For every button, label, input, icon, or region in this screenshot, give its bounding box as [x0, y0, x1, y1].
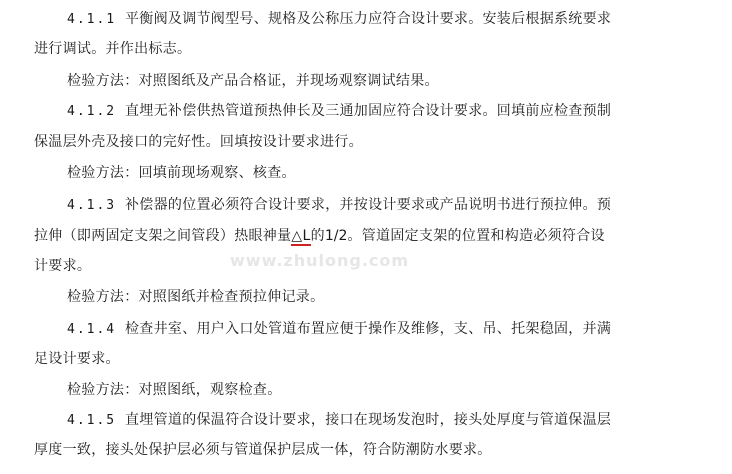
clause-4-1-1-line-1: [67, 10, 611, 29]
clause-number: 4.1.4: [67, 322, 117, 337]
clause-number: 4.1.3: [67, 198, 117, 213]
clause-4-1-2-line-1: [67, 102, 611, 121]
clause-4-1-5-line-2: 厚度一致，接头处保护层必须与管道保护层成一体，符合防潮防水要求。: [34, 442, 492, 458]
clause-4-1-4-line-1: [67, 320, 611, 339]
clause-4-1-4-line-2: 足设计要求。: [34, 351, 120, 367]
clause-4-1-3-line-2: [34, 227, 605, 245]
clause-text: 的: [310, 228, 325, 244]
clause-4-1-1-line-2: 进行调试。并作出标志。: [34, 41, 192, 57]
clause-4-1-2-line-2: 保温层外壳及接口的完好性。回填按设计要求进行。: [34, 134, 363, 150]
clause-text: 补偿器的位置必须符合设计要求，并按设计要求或产品说明书进行预拉伸。预: [125, 197, 612, 213]
clause-text: 。管道固定支架的位置和构造必须符合设: [347, 228, 605, 244]
clause-number: 4.1.2: [67, 104, 117, 119]
clause-4-1-2-method: 检验方法：回填前现场观察、核查。: [67, 165, 296, 181]
clause-4-1-3-line-3: 计要求。: [34, 258, 92, 274]
clause-text: 平衡阀及调节阀型号、规格及公称压力应符合设计要求。安装后根据系统要求: [125, 11, 612, 27]
clause-4-1-3-method: 检验方法：对照图纸并检查预拉伸记录。: [67, 289, 325, 305]
clause-text: 直埋管道的保温符合设计要求，接口在现场发泡时，接头处厚度与管道保温层: [125, 412, 612, 428]
clause-4-1-3-line-1: [67, 196, 611, 215]
watermark: www.zhulong.com: [230, 251, 410, 270]
clause-text: 检查井室、用户入口处管道布置应便于操作及维修，支、吊、托架稳固，并满: [125, 321, 612, 337]
clause-number: 4.1.5: [67, 413, 117, 428]
delta-l-symbol: △L: [291, 228, 311, 244]
fraction: 1/2: [324, 228, 348, 244]
clause-4-1-1-method: 检验方法：对照图纸及产品合格证，并现场观察调试结果。: [67, 73, 439, 89]
clause-number: 4.1.1: [67, 12, 117, 27]
clause-4-1-5-line-1: [67, 411, 611, 430]
clause-text: 拉伸（即两固定支架之间管段）热眼神量: [34, 228, 292, 244]
clause-text: 直埋无补偿供热管道预热伸长及三通加固应符合设计要求。回填前应检查预制: [125, 103, 612, 119]
clause-4-1-4-method: 检验方法：对照图纸，观察检查。: [67, 382, 282, 398]
